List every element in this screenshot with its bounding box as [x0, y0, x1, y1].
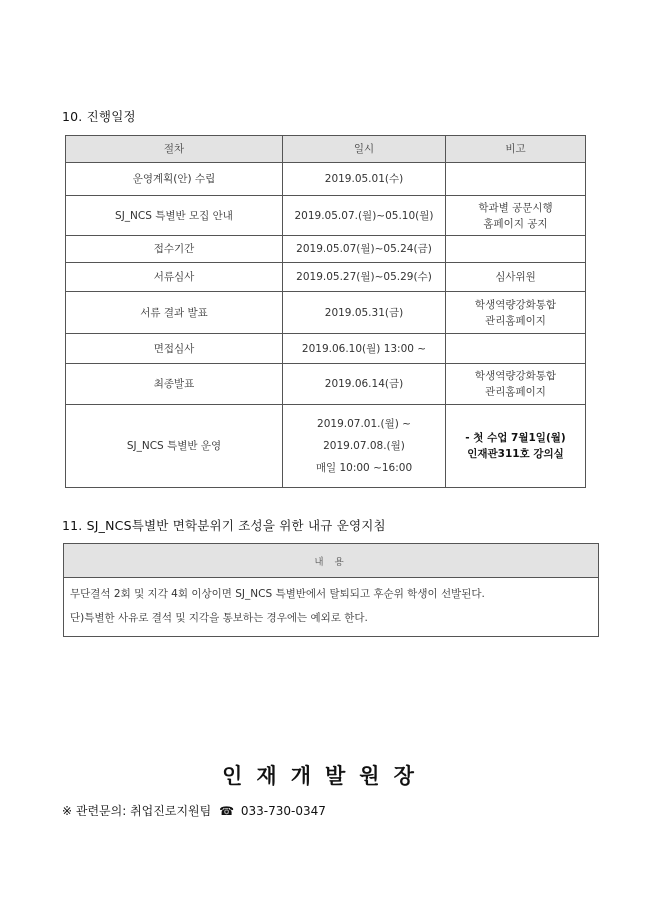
step-cell: SJ_NCS 특별반 운영 — [66, 405, 283, 488]
contact-prefix: ※ 관련문의: 취업진로지원팀 — [62, 804, 212, 818]
section-11-title: 11. SJ_NCS특별반 면학분위기 조성을 위한 내규 운영지침 — [62, 518, 386, 533]
step-cell: 접수기간 — [66, 236, 283, 263]
date-line: 2019.07.01.(월) ~ — [317, 418, 411, 430]
signature-title: 인재개발원장 — [222, 764, 428, 788]
note-cell — [446, 292, 586, 334]
note-cell — [446, 236, 586, 263]
step-cell: 서류심사 — [66, 263, 283, 292]
table-row — [66, 364, 586, 405]
note-line: 관리홈페이지 — [485, 386, 546, 398]
date-cell: 2019.05.07(월)~05.24(금) — [283, 236, 446, 263]
schedule-header-row — [66, 136, 586, 163]
note-line: - 첫 수업 7월1일(월) — [465, 432, 566, 444]
date-line: 2019.07.08.(월) — [323, 440, 405, 452]
date-cell — [283, 405, 446, 488]
note-line: 홈페이지 공지 — [483, 217, 548, 230]
table-row — [66, 405, 586, 488]
table-row — [66, 163, 586, 196]
rule-line: 무단결석 2회 및 지각 4회 이상이면 SJ_NCS 특별반에서 탈퇴되고 후순위 학생이 선발된다. — [70, 588, 485, 600]
note-cell — [446, 334, 586, 364]
header-step: 절차 — [66, 136, 283, 163]
header-content: 내 용 — [64, 544, 599, 578]
date-cell: 2019.05.31(금) — [283, 292, 446, 334]
table-row — [66, 334, 586, 364]
section-10-title: 10. 진행일정 — [62, 109, 136, 124]
step-cell: 면접심사 — [66, 334, 283, 364]
note-line: 관리홈페이지 — [485, 314, 546, 327]
note-line: 학생역량강화통합 — [474, 298, 557, 311]
table-row — [66, 196, 586, 236]
header-note: 비고 — [446, 136, 586, 163]
note-cell — [446, 196, 586, 236]
date-cell: 2019.06.14(금) — [283, 364, 446, 405]
date-cell: 2019.06.10(월) 13:00 ~ — [283, 334, 446, 364]
date-cell: 2019.05.27(월)~05.29(수) — [283, 263, 446, 292]
date-cell: 2019.05.01(수) — [283, 163, 446, 196]
rules-table — [63, 543, 599, 637]
step-cell: SJ_NCS 특별반 모집 안내 — [66, 196, 283, 236]
note-cell — [446, 163, 586, 196]
note-cell — [446, 405, 586, 488]
table-row — [66, 292, 586, 334]
rules-row — [64, 578, 599, 637]
note-cell — [446, 364, 586, 405]
header-date: 일시 — [283, 136, 446, 163]
step-cell: 최종발표 — [66, 364, 283, 405]
contact-phone: 033-730-0347 — [240, 804, 326, 818]
date-cell: 2019.05.07.(월)~05.10(월) — [283, 196, 446, 236]
rule-line: 단)특별한 사유로 결석 및 지각을 통보하는 경우에는 예외로 한다. — [70, 612, 368, 624]
note-line: 학생역량강화통합 — [474, 370, 557, 382]
note-line: 학과별 공문시행 — [478, 201, 553, 214]
phone-icon: ☎ — [219, 804, 235, 818]
schedule-table — [65, 135, 586, 488]
table-row — [66, 263, 586, 292]
contact-line — [62, 802, 326, 819]
table-row — [66, 236, 586, 263]
step-cell: 운영계획(안) 수립 — [66, 163, 283, 196]
rules-header-row — [64, 544, 599, 578]
note-line: 인재관311호 강의실 — [467, 448, 564, 460]
date-line: 매일 10:00 ~16:00 — [315, 462, 413, 474]
rules-content-cell — [64, 578, 599, 637]
note-cell: 심사위원 — [446, 263, 586, 292]
step-cell: 서류 결과 발표 — [66, 292, 283, 334]
